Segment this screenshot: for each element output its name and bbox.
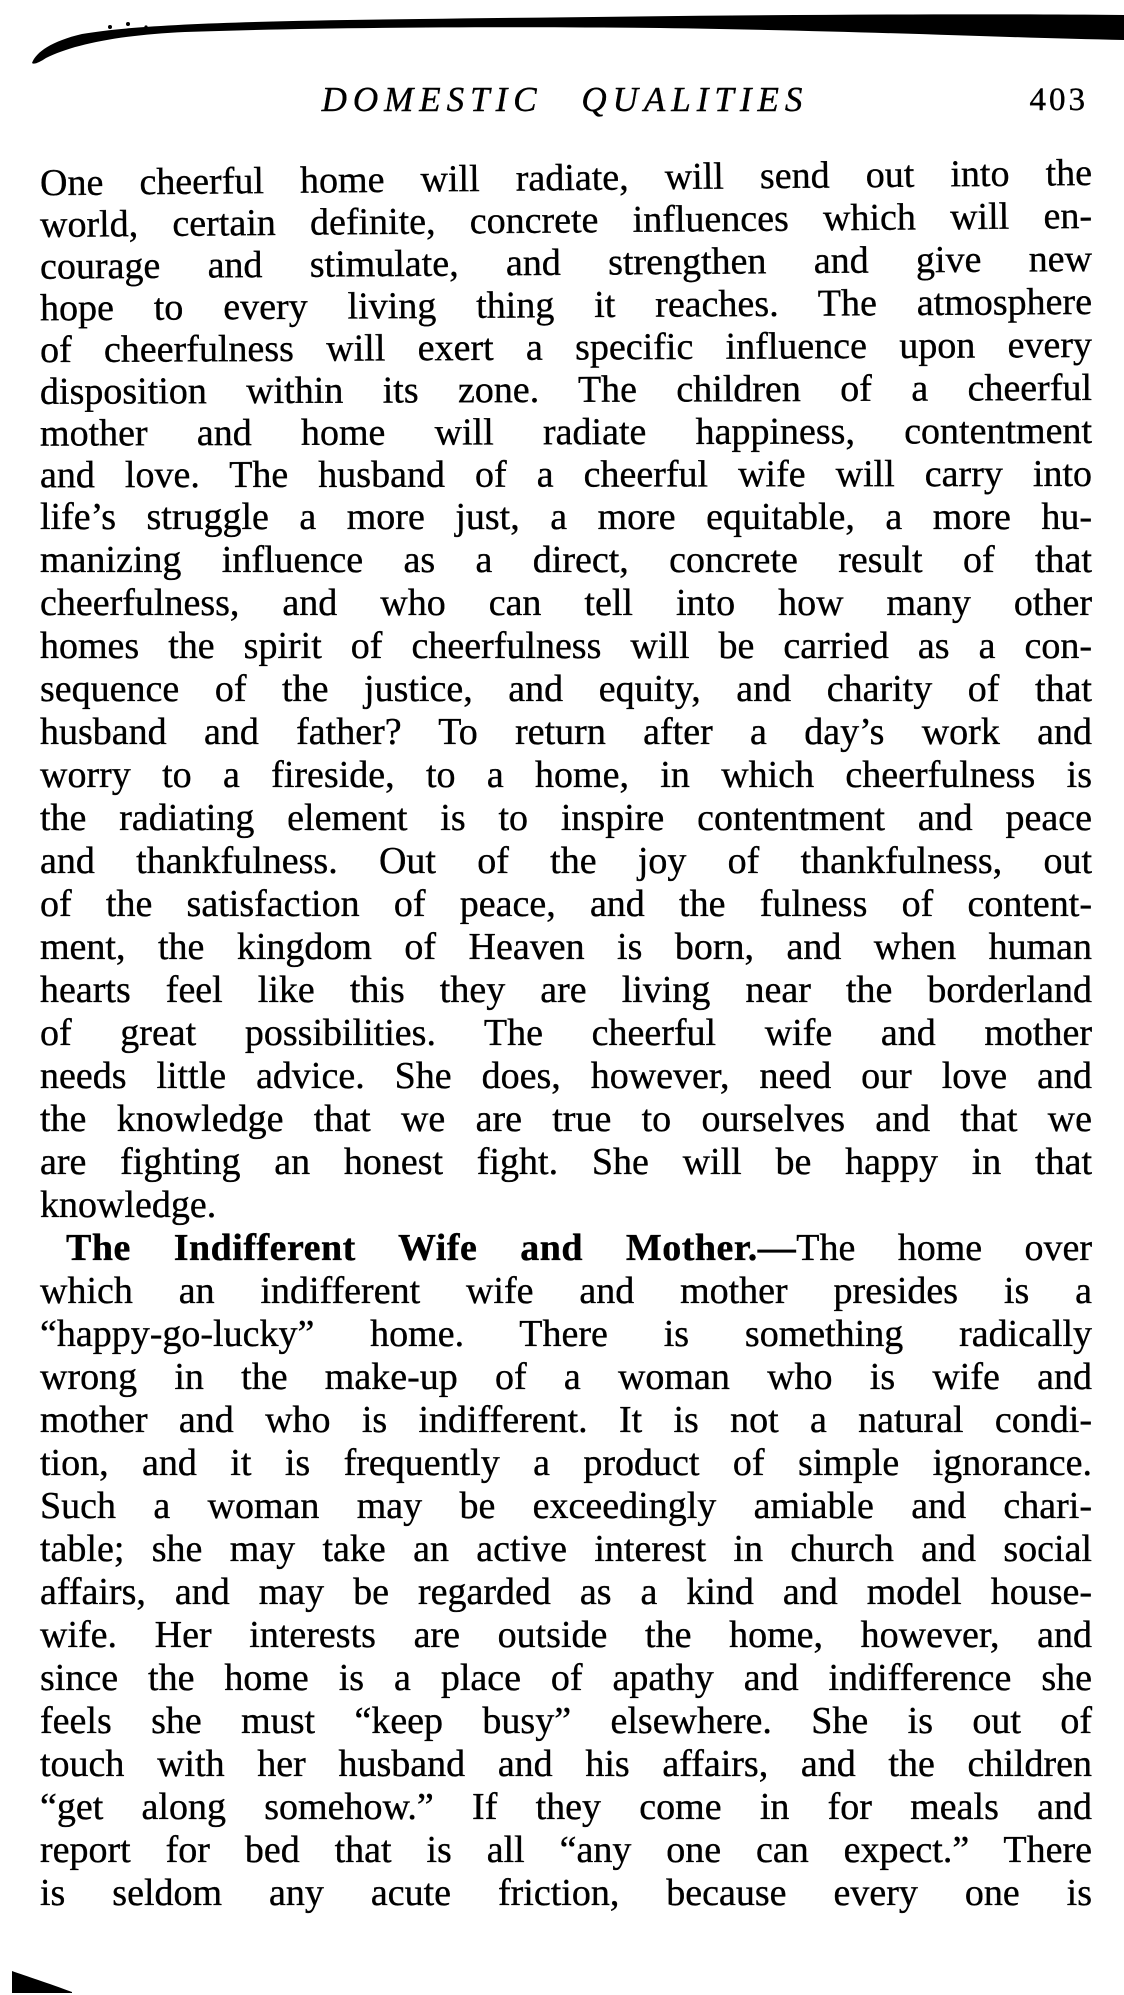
text-line: ment, the kingdom of Heaven is born, and when human: [40, 926, 1092, 968]
text-line: affairs, and may be regarded as a kind and model house-: [40, 1571, 1092, 1613]
page-header-title: DOMESTIC QUALITIES: [321, 80, 809, 119]
text-line: One cheerful home will radiate, will send out into the: [39, 152, 1093, 205]
text-line: disposition within its zone. The children of a cheerful: [39, 367, 1093, 413]
text-line: table; she may take an active interest in church and social: [40, 1528, 1092, 1570]
text-line: and thankfulness. Out of the joy of thankfulness, out: [40, 840, 1092, 882]
text-line: the knowledge that we are true to ourselves and that we: [40, 1098, 1092, 1140]
text-line: world, certain definite, concrete influences which will en-: [39, 195, 1093, 246]
running-header: [40, 78, 1090, 122]
text-line: cheerfulness, and who can tell into how many other: [40, 582, 1092, 624]
section-heading: The Indifferent Wife and Mother.—: [66, 1227, 797, 1269]
text-line: Such a woman may be exceedingly amiable and chari-: [40, 1485, 1092, 1527]
text-line: which an indifferent wife and mother presides is a: [40, 1270, 1092, 1312]
text-line: mother and home will radiate happiness, contentment: [39, 410, 1093, 455]
text-line: and love. The husband of a cheerful wife will carry into: [39, 453, 1093, 497]
text-line: life’s struggle a more just, a more equitable, a more hu-: [40, 496, 1092, 538]
text-line: report for bed that is all “any one can expect.” There: [40, 1829, 1092, 1871]
page-number: 403: [1029, 82, 1088, 118]
text-line: is seldom any acute friction, because every one is: [40, 1872, 1092, 1914]
text-block: [40, 152, 1092, 1915]
text-line: sequence of the justice, and equity, and charity of that: [40, 668, 1092, 710]
text-line: mother and who is indifferent. It is not a natural condi-: [40, 1399, 1092, 1441]
text-line: the radiating element is to inspire contentment and peace: [40, 797, 1092, 839]
text-line: needs little advice. She does, however, need our love and: [40, 1055, 1092, 1097]
text-line: hope to every living thing it reaches. The atmosphere: [39, 281, 1093, 330]
text-line: wrong in the make-up of a woman who is wife and: [40, 1356, 1092, 1398]
text-line: husband and father? To return after a day’s work and: [40, 711, 1092, 753]
text-line: worry to a fireside, to a home, in which cheerfulness is: [40, 754, 1092, 796]
text-line: hearts feel like this they are living near the borderland: [40, 969, 1092, 1011]
text-line: The Indifferent Wife and Mother.—The home over: [66, 1227, 1092, 1269]
text-line: of cheerfulness will exert a specific influence upon every: [39, 324, 1093, 372]
text-line: knowledge.: [40, 1184, 217, 1226]
text-line: are fighting an honest fight. She will be happy in that: [40, 1141, 1092, 1183]
text-line: touch with her husband and his affairs, and the children: [40, 1743, 1092, 1785]
scan-edge-artifact-top: [0, 0, 1124, 80]
text-line: of great possibilities. The cheerful wife and mother: [40, 1012, 1092, 1054]
text-line: since the home is a place of apathy and indifference she: [40, 1657, 1092, 1699]
text-line: manizing influence as a direct, concrete result of that: [40, 539, 1092, 581]
text-line: courage and stimulate, and strengthen and give new: [39, 238, 1093, 288]
text-line: homes the spirit of cheerfulness will be carried as a con-: [40, 625, 1092, 667]
text-line: wife. Her interests are outside the home, however, and: [40, 1614, 1092, 1656]
scan-corner-artifact-bottom-left: [0, 1965, 120, 1995]
text-line: feels she must “keep busy” elsewhere. She is out of: [40, 1700, 1092, 1742]
text-line: “get along somehow.” If they come in for meals and: [40, 1786, 1092, 1828]
text-line: of the satisfaction of peace, and the fulness of content-: [40, 883, 1092, 925]
text-line: tion, and it is frequently a product of simple ignorance.: [40, 1442, 1092, 1484]
text-line: “happy-go-lucky” home. There is something radically: [40, 1313, 1092, 1355]
